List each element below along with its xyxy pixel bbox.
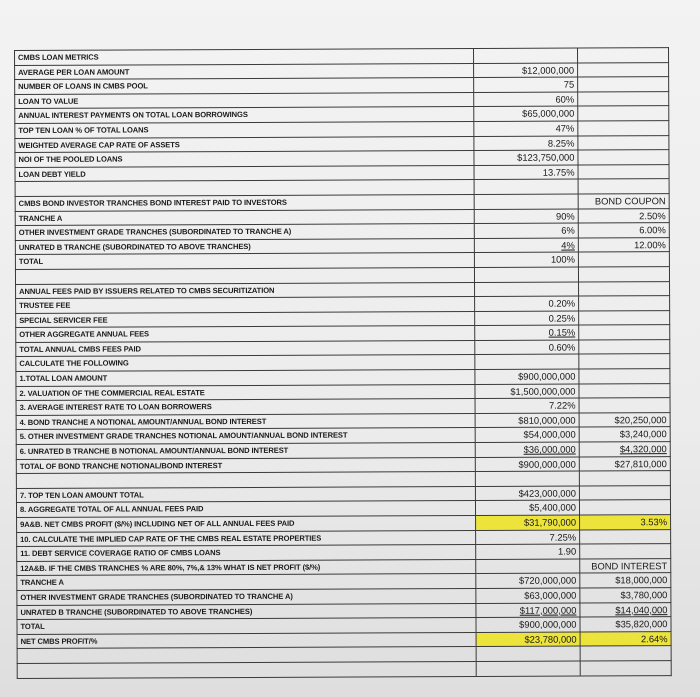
value-cell — [474, 179, 578, 194]
cell-value: 1.90 — [557, 545, 577, 557]
row-label: 5. OTHER INVESTMENT GRADE TRANCHES NOTIONAL AMOUNT/ANNUAL BOND INTEREST — [19, 430, 348, 442]
row-label: 9A&B. NET CMBS PROFIT ($/%) INCLUDING NET OF ALL ANNUAL FEES PAID — [20, 518, 295, 529]
cell-value: $36,000,000 — [523, 443, 576, 455]
secondary-value-cell — [579, 281, 670, 296]
value-cell — [474, 121, 578, 136]
row-label: LOAN TO VALUE — [18, 96, 79, 106]
value-cell — [473, 48, 577, 63]
cell-value: 0.15% — [548, 326, 576, 338]
secondary-value-cell — [579, 369, 670, 384]
cell-value: 4% — [561, 239, 575, 251]
secondary-value-cell — [578, 91, 669, 106]
row-label: TOP TEN LOAN % OF TOTAL LOANS — [18, 125, 149, 135]
row-label: NET CMBS PROFIT/% — [20, 636, 98, 646]
value-cell — [475, 384, 579, 399]
cell-value: $23,780,000 — [524, 633, 577, 645]
row-label-cell — [17, 661, 476, 678]
table-row — [17, 661, 671, 678]
value-cell — [475, 311, 579, 326]
spreadsheet-body — [15, 48, 672, 678]
cell-value: $54,000,000 — [523, 428, 576, 441]
secondary-value-cell — [578, 135, 669, 150]
cell-value: 0.25% — [548, 312, 576, 324]
secondary-value-cell — [579, 398, 670, 413]
cell-value: 12.00% — [634, 238, 666, 251]
cell-value: $123,750,000 — [517, 151, 575, 163]
value-cell — [476, 573, 580, 588]
value-cell — [475, 442, 579, 457]
value-cell — [474, 267, 578, 282]
cell-value: $720,000,000 — [518, 574, 577, 587]
cell-value: 6% — [561, 224, 575, 236]
value-cell — [474, 136, 578, 151]
secondary-value-cell — [580, 588, 671, 603]
cell-value: $3,780,000 — [620, 589, 668, 601]
row-label: 8. AGGREGATE TOTAL OF ALL ANNUAL FEES PAID — [19, 504, 204, 515]
value-cell — [474, 77, 578, 92]
secondary-value-cell — [580, 602, 671, 617]
row-label: 6. UNRATED B TRANCHE B NOTIONAL AMOUNT/ANNUAL BOND INTEREST — [19, 445, 289, 457]
row-label: OTHER INVESTMENT GRADE TRANCHES (SUBORDINATED TO TRANCHE A) — [20, 591, 293, 602]
secondary-value-cell — [579, 296, 670, 311]
row-label: LOAN DEBT YIELD — [18, 169, 86, 179]
cell-value: $18,000,000 — [615, 574, 668, 586]
secondary-value-cell — [579, 485, 670, 500]
cell-value: $117,000,000 — [519, 604, 577, 616]
value-cell — [475, 486, 579, 501]
cell-value: 75 — [563, 78, 575, 90]
value-cell — [474, 106, 578, 121]
value-cell — [474, 194, 578, 209]
value-cell — [476, 617, 580, 632]
secondary-value-cell — [579, 325, 670, 340]
cell-value: 100% — [550, 253, 575, 265]
row-label: AVERAGE PER LOAN AMOUNT — [18, 67, 130, 77]
cell-value: $12,000,000 — [521, 64, 575, 76]
cell-value: 13.75% — [542, 166, 575, 178]
value-cell — [475, 413, 579, 428]
row-label: UNRATED B TRANCHE (SUBORDINATED TO ABOVE TRANCHES) — [20, 606, 253, 617]
value-cell — [475, 369, 579, 384]
row-label: 10. CALCULATE THE IMPLIED CAP RATE OF THE CMBS REAL ESTATE PROPERTIES — [20, 533, 322, 544]
row-label: OTHER AGGREGATE ANNUAL FEES — [19, 329, 150, 340]
secondary-value-cell — [579, 412, 670, 427]
value-cell — [474, 223, 578, 238]
cell-value: BOND COUPON — [594, 195, 666, 207]
secondary-value-cell — [578, 164, 669, 179]
cmbs-spreadsheet — [14, 47, 672, 678]
secondary-value-cell — [578, 106, 669, 121]
cell-value: 47% — [555, 122, 575, 134]
row-label: 11. DEBT SERVICE COVERAGE RATIO OF CMBS LOANS — [20, 548, 221, 559]
row-label: TOTAL — [20, 622, 45, 632]
secondary-value-cell — [580, 515, 671, 530]
value-cell — [475, 398, 579, 413]
cell-value: 2.50% — [639, 209, 666, 221]
value-cell — [476, 530, 580, 545]
cell-value: $20,250,000 — [614, 413, 667, 426]
secondary-value-cell — [580, 558, 671, 573]
value-cell — [476, 559, 580, 574]
secondary-value-cell — [580, 646, 671, 661]
row-label: CMBS BOND INVESTOR TRANCHES BOND INTEREST PAID TO INVESTORS — [18, 197, 287, 208]
value-cell — [476, 661, 580, 676]
cell-value: $1,500,000,000 — [510, 385, 576, 397]
value-cell — [475, 282, 579, 297]
secondary-value-cell — [579, 500, 670, 515]
cell-value: $63,000,000 — [524, 589, 577, 601]
value-cell — [475, 296, 579, 311]
secondary-value-cell — [578, 77, 669, 92]
value-cell — [475, 427, 579, 442]
cell-value: $900,000,000 — [519, 618, 577, 630]
cell-value: 3.53% — [640, 516, 668, 528]
cell-value: 90% — [555, 210, 575, 222]
cell-value: 7.25% — [549, 531, 577, 543]
row-label: TRANCHE A — [20, 578, 64, 588]
secondary-value-cell — [578, 121, 669, 136]
value-cell — [474, 150, 578, 165]
cell-value: $27,810,000 — [614, 457, 667, 470]
value-cell — [474, 209, 578, 224]
value-cell — [475, 471, 579, 486]
secondary-value-cell — [580, 631, 671, 646]
secondary-value-cell — [578, 62, 669, 77]
secondary-value-cell — [579, 354, 670, 369]
value-cell — [476, 515, 580, 530]
secondary-value-cell — [580, 529, 671, 544]
value-cell — [476, 544, 580, 559]
row-label: 7. TOP TEN LOAN AMOUNT TOTAL — [19, 490, 144, 500]
cell-value: $4,320,000 — [619, 443, 667, 455]
row-label: TOTAL ANNUAL CMBS FEES PAID — [19, 344, 141, 354]
secondary-value-cell — [580, 544, 671, 559]
row-label: CALCULATE THE FOLLOWING — [19, 358, 129, 369]
secondary-value-cell — [578, 267, 669, 282]
secondary-value-cell — [579, 456, 670, 471]
cell-value: $31,790,000 — [523, 516, 577, 528]
secondary-value-cell — [579, 427, 670, 442]
row-label: ANNUAL FEES PAID BY ISSUERS RELATED TO CMBS SECURITIZATION — [19, 285, 275, 296]
row-label: 12A&B. IF THE CMBS TRANCHES % ARE 80%, 7%,& 13% WHAT IS NET PROFIT ($/%) — [20, 562, 321, 573]
secondary-value-cell — [580, 617, 671, 632]
row-label: CMBS LOAN METRICS — [18, 52, 99, 62]
cell-value: 60% — [555, 93, 575, 105]
secondary-value-cell — [579, 442, 670, 457]
cell-value: $65,000,000 — [522, 107, 575, 120]
cell-value: 0.20% — [548, 297, 576, 309]
cell-value: $810,000,000 — [518, 414, 576, 426]
row-label: 4. BOND TRANCHE A NOTIONAL AMOUNT/ANNUAL BOND INTEREST — [19, 416, 267, 427]
secondary-value-cell — [579, 340, 670, 355]
secondary-value-cell — [578, 150, 669, 165]
row-label: TOTAL — [18, 257, 44, 267]
value-cell — [474, 92, 578, 107]
row-label: UNRATED B TRANCHE (SUBORDINATED TO ABOVE TRANCHES) — [18, 241, 251, 252]
value-cell — [476, 646, 580, 661]
cell-value: $5,400,000 — [529, 501, 577, 514]
value-cell — [474, 252, 578, 267]
value-cell — [475, 340, 579, 355]
secondary-value-cell — [578, 179, 669, 194]
value-cell — [476, 632, 580, 647]
value-cell — [475, 500, 579, 515]
cell-value: 7.22% — [548, 399, 576, 411]
secondary-value-cell — [578, 237, 669, 252]
row-label: WEIGHTED AVERAGE CAP RATE OF ASSETS — [18, 139, 180, 150]
cell-value: $3,240,000 — [619, 428, 667, 440]
value-cell — [474, 238, 578, 253]
secondary-value-cell — [578, 194, 669, 209]
row-label: SPECIAL SERVICER FEE — [19, 315, 108, 325]
row-label: TOTAL OF BOND TRANCHE NOTIONAL/BOND INTEREST — [19, 460, 223, 471]
row-label: TRUSTEE FEE — [19, 300, 71, 311]
value-cell — [476, 603, 580, 618]
cell-value: $35,820,000 — [615, 618, 668, 630]
secondary-value-cell — [578, 223, 669, 238]
cell-value: $900,000,000 — [518, 370, 576, 382]
secondary-value-cell — [579, 383, 670, 398]
cell-value: 6.00% — [639, 224, 666, 236]
secondary-value-cell — [578, 208, 669, 223]
row-label: NOI OF THE POOLED LOANS — [18, 154, 123, 165]
cell-value: 2.64% — [640, 632, 668, 645]
cell-value: $900,000,000 — [518, 458, 576, 470]
row-label: ANNUAL INTEREST PAYMENTS ON TOTAL LOAN BORROWINGS — [18, 110, 248, 121]
row-label: 1.TOTAL LOAN AMOUNT — [19, 373, 108, 384]
row-label: OTHER INVESTMENT GRADE TRANCHES (SUBORDINATED TO TRANCHE A) — [18, 226, 292, 238]
row-label: 2. VALUATION OF THE COMMERCIAL REAL ESTATE — [19, 387, 205, 398]
cell-value: 0.60% — [548, 341, 576, 353]
value-cell — [475, 457, 579, 472]
secondary-value-cell — [580, 661, 671, 676]
value-cell — [475, 325, 579, 340]
row-label: TRANCHE A — [18, 213, 63, 223]
secondary-value-cell — [577, 48, 668, 63]
value-cell — [474, 63, 578, 78]
row-label: NUMBER OF LOANS IN CMBS POOL — [18, 81, 148, 92]
cell-value: 8.25% — [547, 137, 575, 149]
row-label: 3. AVERAGE INTEREST RATE TO LOAN BORROWERS — [19, 402, 212, 413]
secondary-value-cell — [580, 573, 671, 588]
cell-value: $423,000,000 — [518, 487, 576, 499]
secondary-value-cell — [579, 310, 670, 325]
cell-value: $14,040,000 — [615, 603, 668, 615]
value-cell — [475, 355, 579, 370]
secondary-value-cell — [579, 471, 670, 486]
value-cell — [476, 588, 580, 603]
cell-value: BOND INTEREST — [591, 559, 668, 572]
secondary-value-cell — [578, 252, 669, 267]
value-cell — [474, 165, 578, 180]
